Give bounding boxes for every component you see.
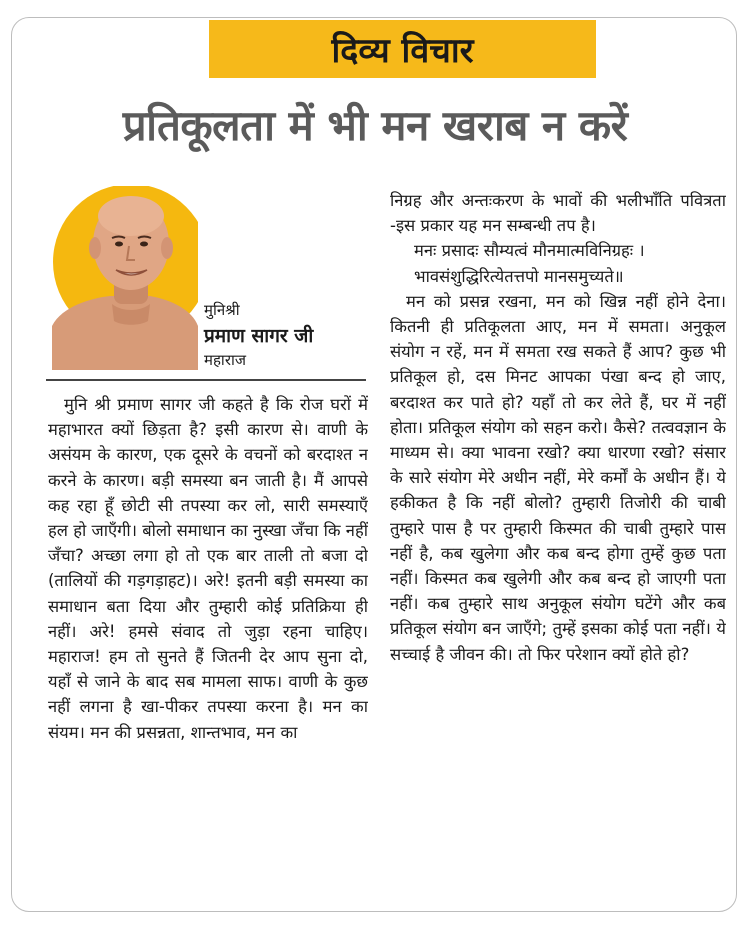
author-byline [204, 300, 313, 370]
byline-suffix: महाराज [204, 351, 246, 369]
byline-divider [46, 379, 366, 381]
sanskrit-verse-line-1: मनः प्रसादः सौम्यत्वं मौनमात्मविनिग्रहः । [414, 241, 645, 261]
column-header-banner: दिव्य विचार [209, 20, 596, 78]
monk-portrait-image [52, 186, 198, 370]
byline-prefix: मुनिश्री [204, 301, 240, 319]
right-column [390, 188, 726, 888]
right-column-body: मन को प्रसन्न रखना, मन को खिन्न नहीं होने देना। कितनी ही प्रतिकूलता आए, मन में समता। अनुकूल संयोग न रहें, मन में समता रख सकते हैं आप? कुछ भी प्रतिकूल हो, दस मिनट आपका पंखा बन्द हो जाए, बरदाश्त कर पाते हो? यहाँ तो कर लेते हैं, घर में नहीं होता। प्रतिकूल संयोग को सहन करो। कैसे? तत्ववज्ञान के माध्यम से। क्या भावना रखो? क्या धारणा रखो? संसार के सारे संयोग मेरे अधीन नहीं, मेरे कर्मों के अधीन हैं। ये हकीकत है कि नहीं बोलो? तुम्हारी तिजोरी की चाबी तुम्हारे पास है पर तुम्हारी किस्मत की चाबी तुम्हारे पास नहीं है, कब खुलेगा और कब बन्द होगा तुम्हें कुछ पता नहीं। किस्मत कब खुलेगी और कब बन्द हो जाएगी पता नहीं। कब तुम्हारे साथ अनुकूल संयोग घटेंगे और कब प्रतिकूल संयोग बन जाएँगे; तुम्हें इसका कोई पता नहीं। ये सच्चाई है जीवन की। तो फिर परेशान क्यों होते हो? [390, 291, 726, 664]
article-headline: प्रतिकूलता में भी मन खराब न करें [122, 101, 628, 150]
author-portrait [52, 186, 198, 370]
left-column-text: मुनि श्री प्रमाण सागर जी कहते है कि रोज घरों में महाभारत क्यों छिड़ता है? इसी कारण से। वाणी के असंयम के कारण, एक दूसरे के वचनों को बरदाश्त न करने के कारण। बड़ी समस्या बन जाती है। मैं आपसे कह रहा हूँ छोटी सी तपस्या कर लो, सारी समस्याएँ हल हो जाएँगी। बोलो समाधान का नुस्खा जँचा कि नहीं जँचा? अच्छा लगा हो तो एक बार ताली तो बजा दो (तालियों की गड़गड़ाहट)। अरे! इतनी बड़ी समस्या का समाधान बता दिया और तुम्हारी कोई प्रतिक्रिया ही नहीं। अरे! हमसे संवाद तो जुड़ा रहना चाहिए। महाराज! हम तो सुनते हैं जितनी देर आप सुना दो, यहाँ से जाने के बाद सब मामला साफ। वाणी के कुछ नहीं लगना है खा-पीकर तपस्या करना है। मन का संयम। मन की प्रसन्नता, शान्तभाव, मन का [48, 395, 368, 742]
left-column [48, 392, 368, 894]
author-name: प्रमाण सागर जी [204, 325, 314, 347]
sanskrit-verse-line-2: भावसंशुद्धिरित्येतत्तपो मानसमुच्यते॥ [414, 266, 624, 286]
right-column-continuation: निग्रह और अन्तःकरण के भावों की भलीभाँति पवित्रता -इस प्रकार यह मन सम्बन्धी तप है। [390, 191, 726, 236]
